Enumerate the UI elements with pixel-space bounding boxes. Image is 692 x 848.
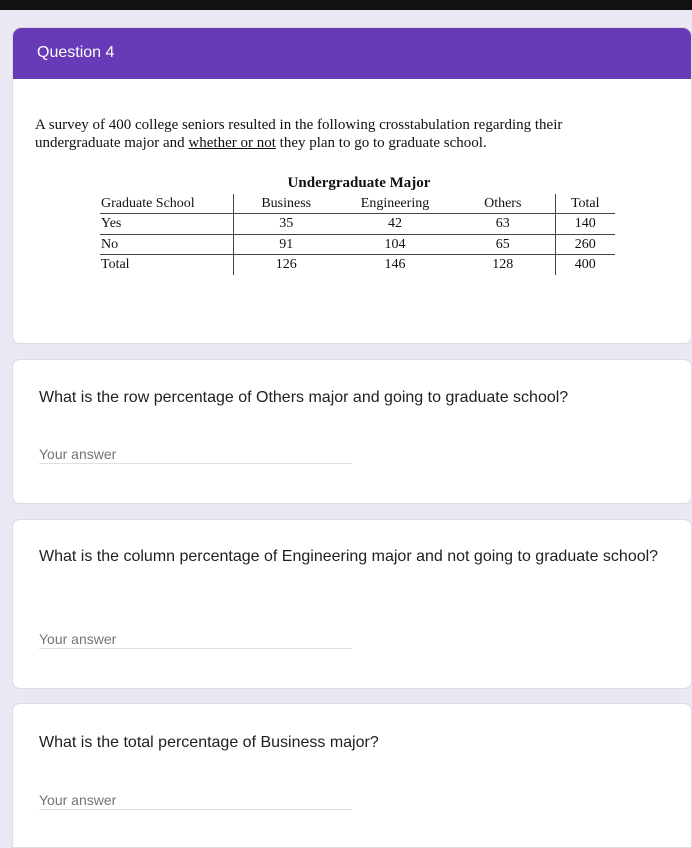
question-card — [12, 703, 692, 848]
table-cell: 140 — [555, 214, 615, 235]
row-label: Yes — [100, 214, 233, 235]
table-cell: 104 — [339, 234, 451, 255]
table-cell: 126 — [275, 257, 297, 272]
table-cell: 42 — [339, 214, 451, 235]
table-cell: 400 — [574, 257, 596, 272]
table-cell: 63 — [451, 214, 555, 235]
survey-text-underlined: whether or not — [188, 135, 276, 151]
top-strip — [0, 0, 692, 10]
column-header: Others — [451, 194, 555, 214]
question-card — [12, 359, 692, 504]
table-cell: 91 — [233, 234, 339, 255]
major-heading: Undergraduate Major — [287, 175, 431, 191]
column-header: Business — [233, 194, 339, 214]
question-title: What is the row percentage of Others major and going to graduate school? — [39, 389, 569, 406]
question-header: Question 4 — [13, 28, 691, 79]
question-title: What is the total percentage of Business major? — [39, 734, 379, 751]
table-row — [100, 234, 615, 255]
crosstab-table — [100, 174, 615, 275]
table-corner — [100, 174, 233, 194]
answer-field[interactable] — [39, 790, 352, 810]
table-cell: 35 — [233, 214, 339, 235]
answer-input[interactable] — [39, 790, 352, 810]
answer-field[interactable] — [39, 444, 352, 464]
table-row — [100, 214, 615, 235]
row-header: Graduate School — [100, 194, 233, 214]
answer-input[interactable] — [39, 444, 352, 464]
survey-text-part2: they plan to go to graduate school. — [275, 135, 487, 151]
column-header: Engineering — [339, 194, 451, 214]
answer-input[interactable] — [39, 629, 352, 649]
table-cell: 260 — [555, 234, 615, 255]
table-cell: 146 — [384, 257, 406, 272]
column-header: Total — [555, 194, 615, 214]
table-cell: 65 — [451, 234, 555, 255]
question-title: What is the column percentage of Engineering major and not going to graduate school? — [39, 548, 659, 565]
answer-field[interactable] — [39, 629, 352, 649]
table-row — [100, 255, 615, 275]
row-label: Total — [100, 255, 233, 275]
row-label: No — [100, 234, 233, 255]
question-card — [12, 519, 692, 689]
survey-text-part1: A survey of 400 college seniors resulted in the following crosstabulation regarding their undergraduate major and — [35, 117, 563, 151]
survey-description — [35, 116, 635, 152]
table-cell: 128 — [451, 255, 555, 275]
